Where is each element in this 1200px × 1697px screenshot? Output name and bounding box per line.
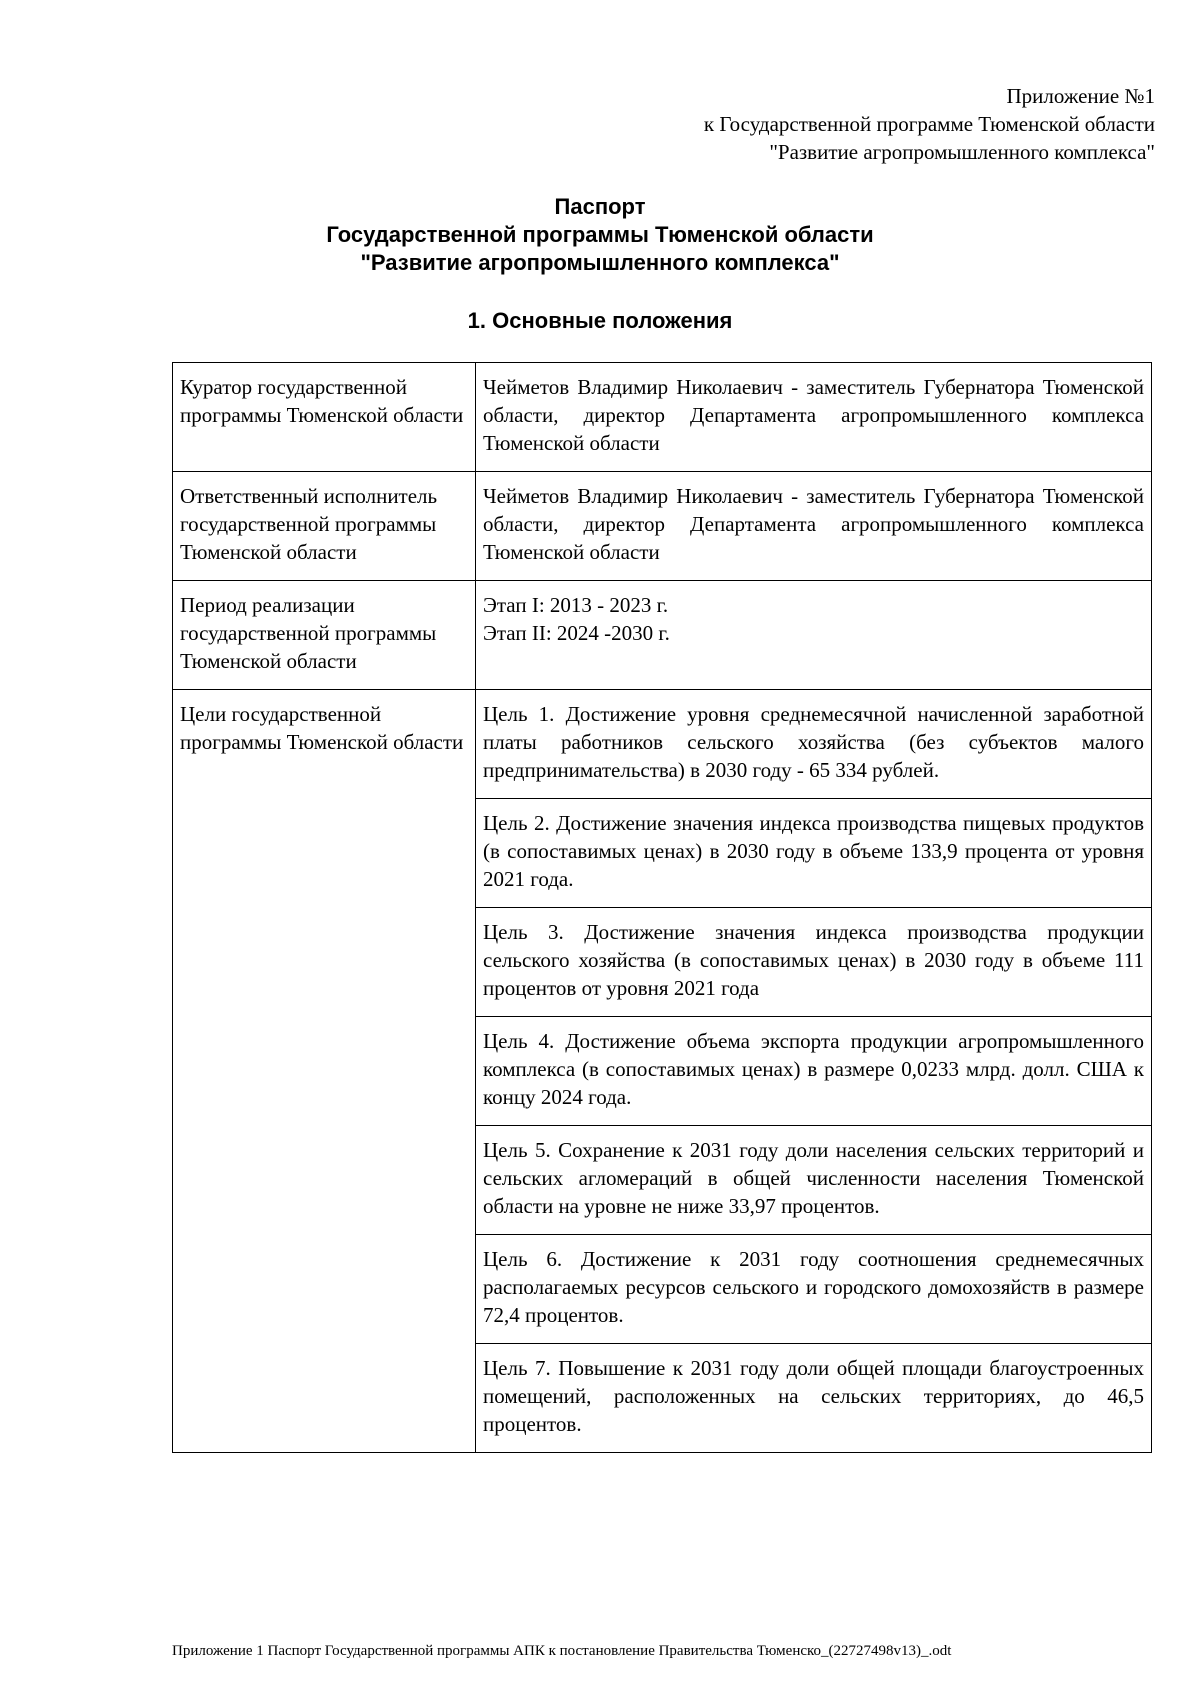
title-program: Государственной программы Тюменской области xyxy=(326,222,874,247)
appendix-number: Приложение №1 xyxy=(1006,84,1155,108)
table-row-curator xyxy=(173,363,1152,472)
document-title xyxy=(0,193,1200,277)
goal-3: Цель 3. Достижение значения индекса производства продукции сельского хозяйства (в сопоставимых ценах) в 2030 году в объеме 111 процентов от уровня 2021 года xyxy=(476,908,1152,1017)
title-program-name: "Развитие агропромышленного комплекса" xyxy=(360,250,840,275)
goal-6: Цель 6. Достижение к 2031 году соотношения среднемесячных располагаемых ресурсов сельского и городского домохозяйств в размере 72,4 процентов. xyxy=(476,1235,1152,1344)
goals-label: Цели государственной программы Тюменской области xyxy=(173,690,476,1453)
period-stage-1: Этап I: 2013 - 2023 г. xyxy=(483,593,669,617)
appendix-program-name: "Развитие агропромышленного комплекса" xyxy=(769,140,1155,164)
period-stage-2: Этап II: 2024 -2030 г. xyxy=(483,621,670,645)
goal-7: Цель 7. Повышение к 2031 году доли общей площади благоустроенных помещений, расположенных на сельских территориях, до 46,5 процентов. xyxy=(476,1344,1152,1453)
table-row-executor xyxy=(173,472,1152,581)
period-value xyxy=(476,581,1152,690)
period-label: Период реализации государственной программы Тюменской области xyxy=(173,581,476,690)
page-footer: Приложение 1 Паспорт Государственной программы АПК к постановление Правительства Тюменско_(22727498v13)_.odt xyxy=(172,1643,952,1659)
curator-label: Куратор государственной программы Тюменской области xyxy=(173,363,476,472)
executor-value: Чейметов Владимир Николаевич - заместитель Губернатора Тюменской области, директор Департамента агропромышленного комплекса Тюменской области xyxy=(476,472,1152,581)
appendix-header xyxy=(704,82,1155,166)
section-heading: 1. Основные положения xyxy=(467,308,733,333)
curator-value: Чейметов Владимир Николаевич - заместитель Губернатора Тюменской области, директор Департамента агропромышленного комплекса Тюменской области xyxy=(476,363,1152,472)
goal-1: Цель 1. Достижение уровня среднемесячной начисленной заработной платы работников сельского хозяйства (без субъектов малого предпринимательства) в 2030 году - 65 334 рублей. xyxy=(476,690,1152,799)
table-row-period xyxy=(173,581,1152,690)
table-row-goals xyxy=(173,690,1152,799)
goal-2: Цель 2. Достижение значения индекса производства пищевых продуктов (в сопоставимых ценах) в 2030 году в объеме 133,9 процента от уровня 2021 года. xyxy=(476,799,1152,908)
title-passport: Паспорт xyxy=(554,194,646,219)
executor-label: Ответственный исполнитель государственной программы Тюменской области xyxy=(173,472,476,581)
appendix-program-ref: к Государственной программе Тюменской области xyxy=(703,112,1155,136)
passport-table xyxy=(172,362,1152,1453)
goal-4: Цель 4. Достижение объема экспорта продукции агропромышленного комплекса (в сопоставимых ценах) в размере 0,0233 млрд. долл. США к концу 2024 года. xyxy=(476,1017,1152,1126)
goal-5: Цель 5. Сохранение к 2031 году доли населения сельских территорий и сельских агломераций в общей численности населения Тюменской области на уровне не ниже 33,97 процентов. xyxy=(476,1126,1152,1235)
